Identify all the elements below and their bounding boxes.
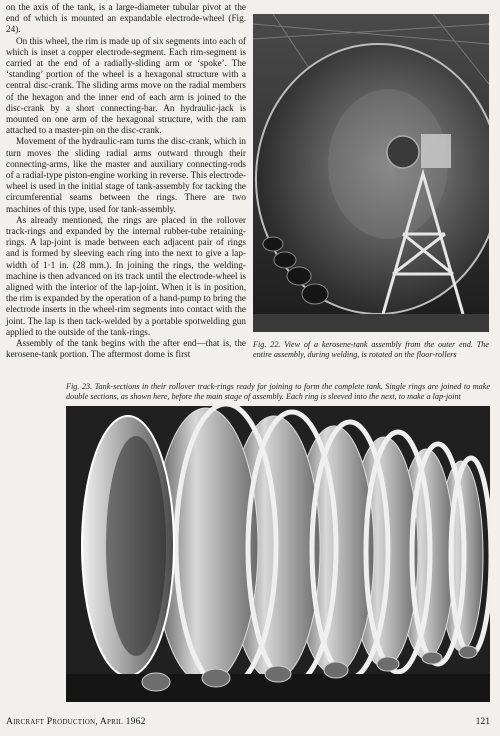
publication-name: Aircraft Production, April 1962 — [6, 716, 146, 727]
page-number: 121 — [475, 716, 490, 727]
figure-23-caption: Fig. 23. Tank-sections in their rollover track-rings ready for joining to form the complete tank. Single rings are joined to make double sections, as shown here, before the main stage of assembly. Each ring is sleeved into the next, to make a lap-joint — [66, 382, 490, 401]
paragraph-1: on the axis of the tank, is a large-diameter tubular pivot at the end of which is mounted an expandable electrode-wheel (Fig. 24). — [6, 2, 246, 35]
paragraph-2: On this wheel, the rim is made up of six segments into each of which is inset a copper electrode-segment. Each rim-segment is carried at the end of a radially-sliding arm or ‘spoke’. The ‘standing’ portion of the wheel is a hexagonal structure with a central disc-crank. The sliding arms move on the radial members of the hexagon and the inner end of each arm is joined to the disc-crank by a short connecting-bar. An hydraulic-jack is mounted on one arm of the hexagonal structure, with the ram attached to a master-pin on the disc-crank. — [6, 35, 246, 136]
kerosene-tank-photo — [253, 14, 489, 332]
paragraph-3: Movement of the hydraulic-ram turns the disc-crank, which in turn moves the sliding radial arms outward through their connecting-arms, like the master and auxiliary connecting-rods of a radial-type piston-engine working in reverse. This electrode-wheel is used in the initial stage of tank-assembly for tacking the circumferential seams between the rings. There are two machines of this type, used for tank-assembly. — [6, 136, 246, 214]
tank-sections-photo — [66, 406, 490, 702]
figure-22-caption: Fig. 22. View of a kerosene-tank assembly from the outer end. The entire assembly, during welding, is rotated on the floor-rollers — [253, 340, 489, 359]
article-body — [6, 2, 246, 361]
page-footer — [6, 716, 490, 727]
paragraph-4: As already mentioned, the rings are placed in the rollover track-rings and expanded by the internal rubber-tube retaining-rings. A lap-joint is made between each adjacent pair of rings and is formed by sleeving each ring into the next to give a lap-width of 1·1 in. (28 mm.). In joining the rings, the welding-machine is then advanced on its track until the electrode-wheel is aligned with the interior of the lap-joint. When it is in position, the rim is expanded by the operation of a hand-pump to bring the electrode inserts in the wheel-rim segments into contact with the joint. The lap is then tack-welded by a portable spotwelding gun applied to the outside of the tank-rings. — [6, 214, 246, 337]
paragraph-5: Assembly of the tank begins with the after end—that is, the kerosene-tank portion. The aftermost dome is first — [6, 338, 246, 360]
